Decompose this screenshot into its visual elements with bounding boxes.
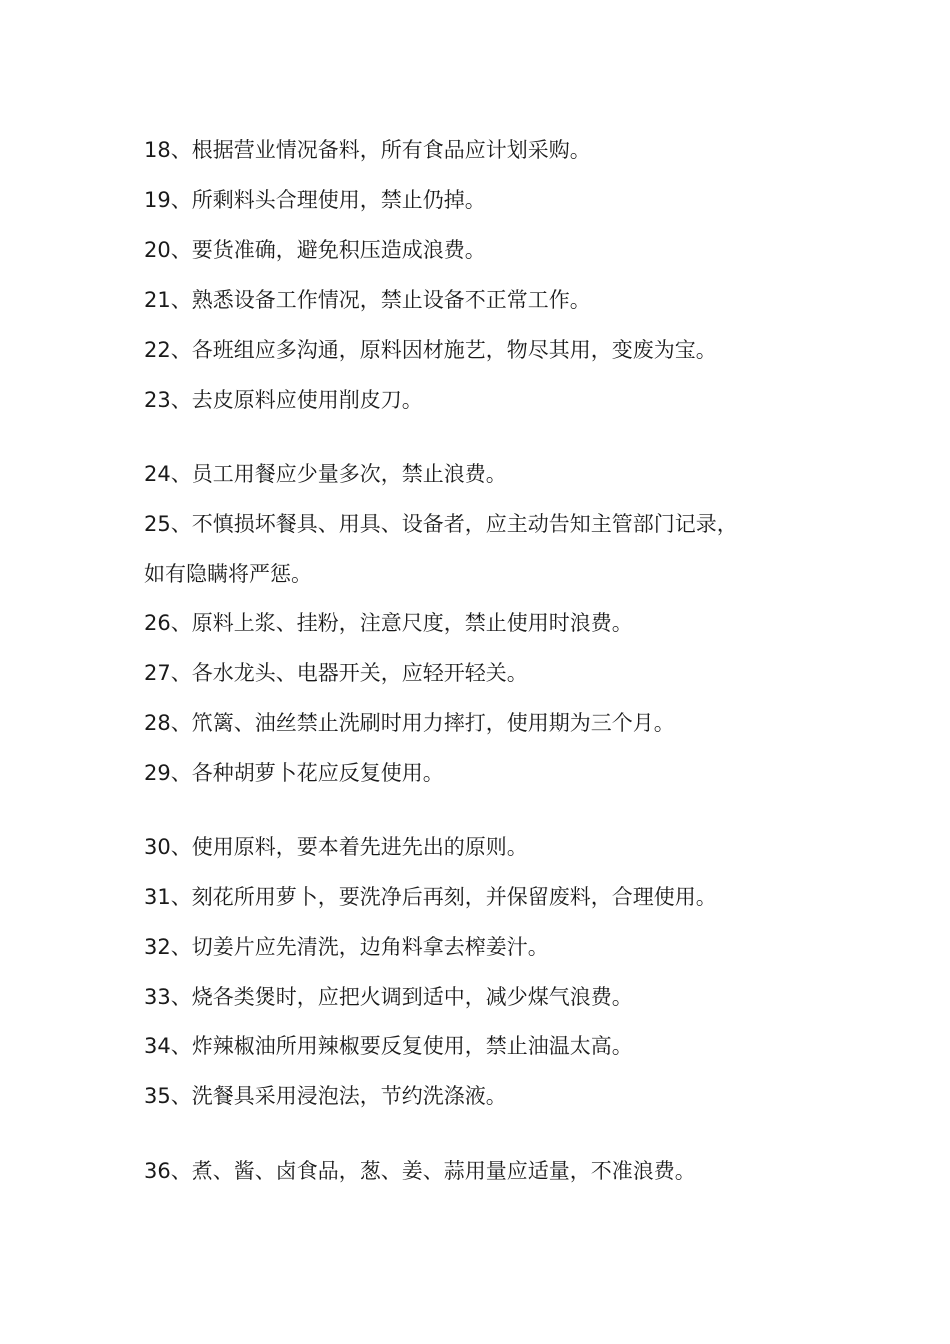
rule-line-33: 33、烧各类煲时，应把火调到适中，减少煤气浪费。 [144,985,633,1009]
rule-line-22: 22、各班组应多沟通，原料因材施艺，物尽其用，变废为宝。 [144,338,717,362]
rule-line-30: 30、使用原料，要本着先进先出的原则。 [144,835,528,859]
rule-line-36: 36、煮、酱、卤食品，葱、姜、蒜用量应适量，不准浪费。 [144,1159,696,1183]
rule-line-25-continued: 如有隐瞒将严惩。 [144,562,312,586]
rule-line-28: 28、笊篱、油丝禁止洗刷时用力摔打，使用期为三个月。 [144,711,675,735]
rule-line-23: 23、去皮原料应使用削皮刀。 [144,388,423,412]
rule-line-32: 32、切姜片应先清洗，边角料拿去榨姜汁。 [144,935,549,959]
rule-line-20: 20、要货准确，避免积压造成浪费。 [144,238,486,262]
rule-line-29: 29、各种胡萝卜花应反复使用。 [144,761,444,785]
rule-line-25: 25、不慎损坏餐具、用具、设备者，应主动告知主管部门记录， [144,512,738,536]
rule-line-35: 35、洗餐具采用浸泡法，节约洗涤液。 [144,1084,507,1108]
rule-line-21: 21、熟悉设备工作情况，禁止设备不正常工作。 [144,288,591,312]
rule-line-31: 31、刻花所用萝卜，要洗净后再刻，并保留废料，合理使用。 [144,885,717,909]
rule-line-24: 24、员工用餐应少量多次，禁止浪费。 [144,462,507,486]
rule-line-18: 18、根据营业情况备料，所有食品应计划采购。 [144,138,591,162]
rule-line-27: 27、各水龙头、电器开关，应轻开轻关。 [144,661,528,685]
rule-line-34: 34、炸辣椒油所用辣椒要反复使用，禁止油温太高。 [144,1034,633,1058]
rule-line-26: 26、原料上浆、挂粉，注意尺度，禁止使用时浪费。 [144,611,633,635]
rule-line-19: 19、所剩料头合理使用，禁止仍掉。 [144,188,486,212]
